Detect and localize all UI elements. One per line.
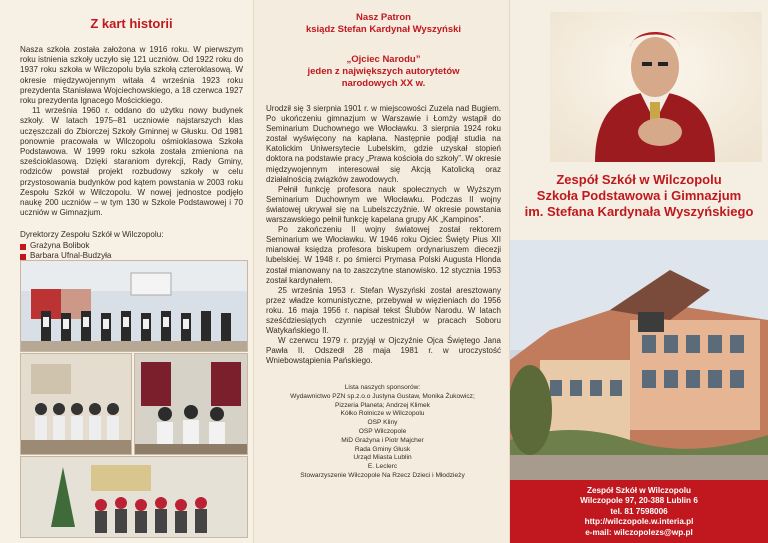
sponsor-item: Pizzeria Planeta; Andrzej Klimek	[335, 401, 430, 409]
school-title-line-2: Szkoła Podstawowa i Gimnazjum	[536, 188, 742, 203]
contact-footer	[510, 480, 768, 543]
left-panel	[0, 0, 253, 543]
bio-paragraph: W czerwcu 1979 r. przyjął w Ojczyźnie Ojca Świętego Jana Pawła II. Odszedł 28 maja 1981 r. w uroczystość Wniebowstąpienia Pańskiego.	[266, 336, 501, 366]
sponsor-item: MiD Grażyna i Piotr Majcher	[341, 436, 424, 444]
sponsor-item: OSP Wilczopole	[358, 427, 407, 435]
contact-school-name: Zespół Szkół w Wilczopolu	[586, 486, 692, 495]
contact-email[interactable]: e-mail: wilczopolezs@wp.pl	[585, 527, 693, 537]
directors-label: Dyrektorzy Zespołu Szkół w Wilczopolu:	[20, 230, 164, 240]
sponsor-item: Urząd Miasta Lublin	[353, 454, 412, 462]
patron-line-1: Nasz Patron	[356, 12, 411, 23]
quote-heading	[266, 54, 501, 90]
sponsor-item: Stowarzyszenie Wilczopole Na Rzecz Dzieci i Młodzieży	[300, 471, 465, 479]
school-event-photo-4	[20, 456, 248, 538]
school-title-line-1: Zespół Szkół w Wilczopolu	[556, 172, 722, 187]
sponsors-list	[254, 384, 511, 481]
sponsor-item: Wydawnictwo PZN sp.z.o.o Justyna Gustaw, Monika Żukowicz;	[290, 392, 475, 400]
history-paragraph-2: 11 września 1960 r. oddano do użytku nowy budynek szkoły. W latach 1975–81 uczniowie najstarszych klas uczęszczali do Zbiorczej Szkoły Gminnej w Głusku. Od 1981 ponownie pracowała w Wilczopolu ośmioklasowa Szkoła Podstawowa. W 1999 roku szkoła została zmieniona na sześcioklasową. Dzięki staraniom dyrekcji, Rady Gminy, rodziców powstał projekt rozbudowy szkoły w celu przystosowania budynków pod kątem powstania w 2003 roku Zespołu Szkół w Wilczopolu. W nowej jednostce podjęło naukę 200 uczniów – w tym 130 w Szkole Podstawowej i 70 uczniów w Gimnazjum.	[20, 106, 243, 218]
bio-paragraph: Po zakończeniu II wojny światowej został rektorem Seminarium we Włocławku. W 1946 roku Ojciec Święty Pius XII mianował księdza profesora biskupem ordynariuszem diecezji lubelskiej. W 1948 r. po śmierci Prymasa Polski Augusta Hlonda został mianowany na to zaszczytne stanowisko. 12 stycznia 1953 został kardynałem.	[266, 225, 501, 285]
director-item: Grażyna Bolibok	[20, 241, 243, 252]
quote-line-3: narodowych XX w.	[341, 78, 426, 89]
sponsors-label: Lista naszych sponsorów:	[344, 384, 421, 391]
history-paragraph-1: Nasza szkoła została założona w 1916 roku. W pierwszym roku istnienia szkoły uczyło się 121 uczniów. Od 1922 roku do 1937 roku szkoła w Wilczopolu była szkołą czteroklasową. W okresie międzywojennym witała 4 września 1923 roku prezydenta Stanisława Wojciechowskiego, a 18 czerwca 1927 roku prezydenta Ignacego Mościckiego.	[20, 45, 243, 106]
school-event-photo-2	[20, 353, 132, 455]
history-title: Z kart historii	[90, 16, 173, 31]
sponsor-item: OSP Kliny	[367, 419, 398, 427]
contact-phone: tel. 81 7598006	[610, 506, 668, 516]
quote-line-2: jeden z największych autorytetów	[307, 66, 460, 77]
school-title	[510, 172, 768, 220]
school-event-photo-1	[20, 260, 248, 352]
quote-line-1: „Ojciec Narodu”	[346, 54, 421, 65]
sponsor-item: Kółko Rolnicze w Wilczopolu	[340, 410, 425, 418]
patron-heading	[266, 12, 501, 36]
sponsor-item: Rada Gminy Głusk	[354, 445, 411, 453]
school-event-photo-3	[134, 353, 248, 455]
school-building-photo	[510, 240, 768, 480]
director-item: Barbara Ufnal-Budzyła	[20, 251, 243, 262]
bio-paragraph: Urodził się 3 sierpnia 1901 r. w miejscowości Zuzela nad Bugiem. Po ukończeniu gimnazjum w Warszawie i Łomży wstąpił do Seminarium Duchownego we Włocławku. 3 sierpnia 1924 roku został wyświęcony na kapłana. Następnie podjął studia na Katolickim Uniwersytecie Lubelskim, gdzie uzyskał stopień doktora na podstawie pracy „Prawa kościoła do szkoły”. W okresie międzywojennym interesował się Akcją Katolicką oraz działalnością związków zawodowych.	[266, 104, 501, 184]
school-title-line-3: im. Stefana Kardynała Wyszyńskiego	[524, 204, 754, 219]
cardinal-portrait	[550, 12, 762, 162]
contact-website[interactable]: http://wilczopole.w.interia.pl	[584, 517, 694, 527]
middle-panel	[253, 0, 510, 543]
sponsor-item: E. Leclerc	[367, 463, 398, 471]
bio-paragraph: 25 września 1953 r. Stefan Wyszyński został aresztowany przez władze komunistyczne, przebywał w więzieniach do 1956 roku. 16 maja 1956 r. napisał tekst Ślubów Narodu. W latach sześćdziesiątych czynnie uczestniczył w pracach Soboru Watykańskiego II.	[266, 285, 501, 336]
bio-paragraph: Pełnił funkcję profesora nauk społecznych w Wyższym Seminarium Duchownym we Włocławku. Podczas II wojny światowej ukrywał się na Lubelszczyźnie. W okresie powstania warszawskiego pełnił funkcję kapelana grupy AK „Kampinos”.	[266, 184, 501, 225]
contact-address: Wilczopole 97, 20-388 Lublin 6	[580, 496, 698, 506]
right-panel	[510, 0, 768, 543]
patron-line-2: ksiądz Stefan Kardynał Wyszyński	[305, 24, 462, 35]
